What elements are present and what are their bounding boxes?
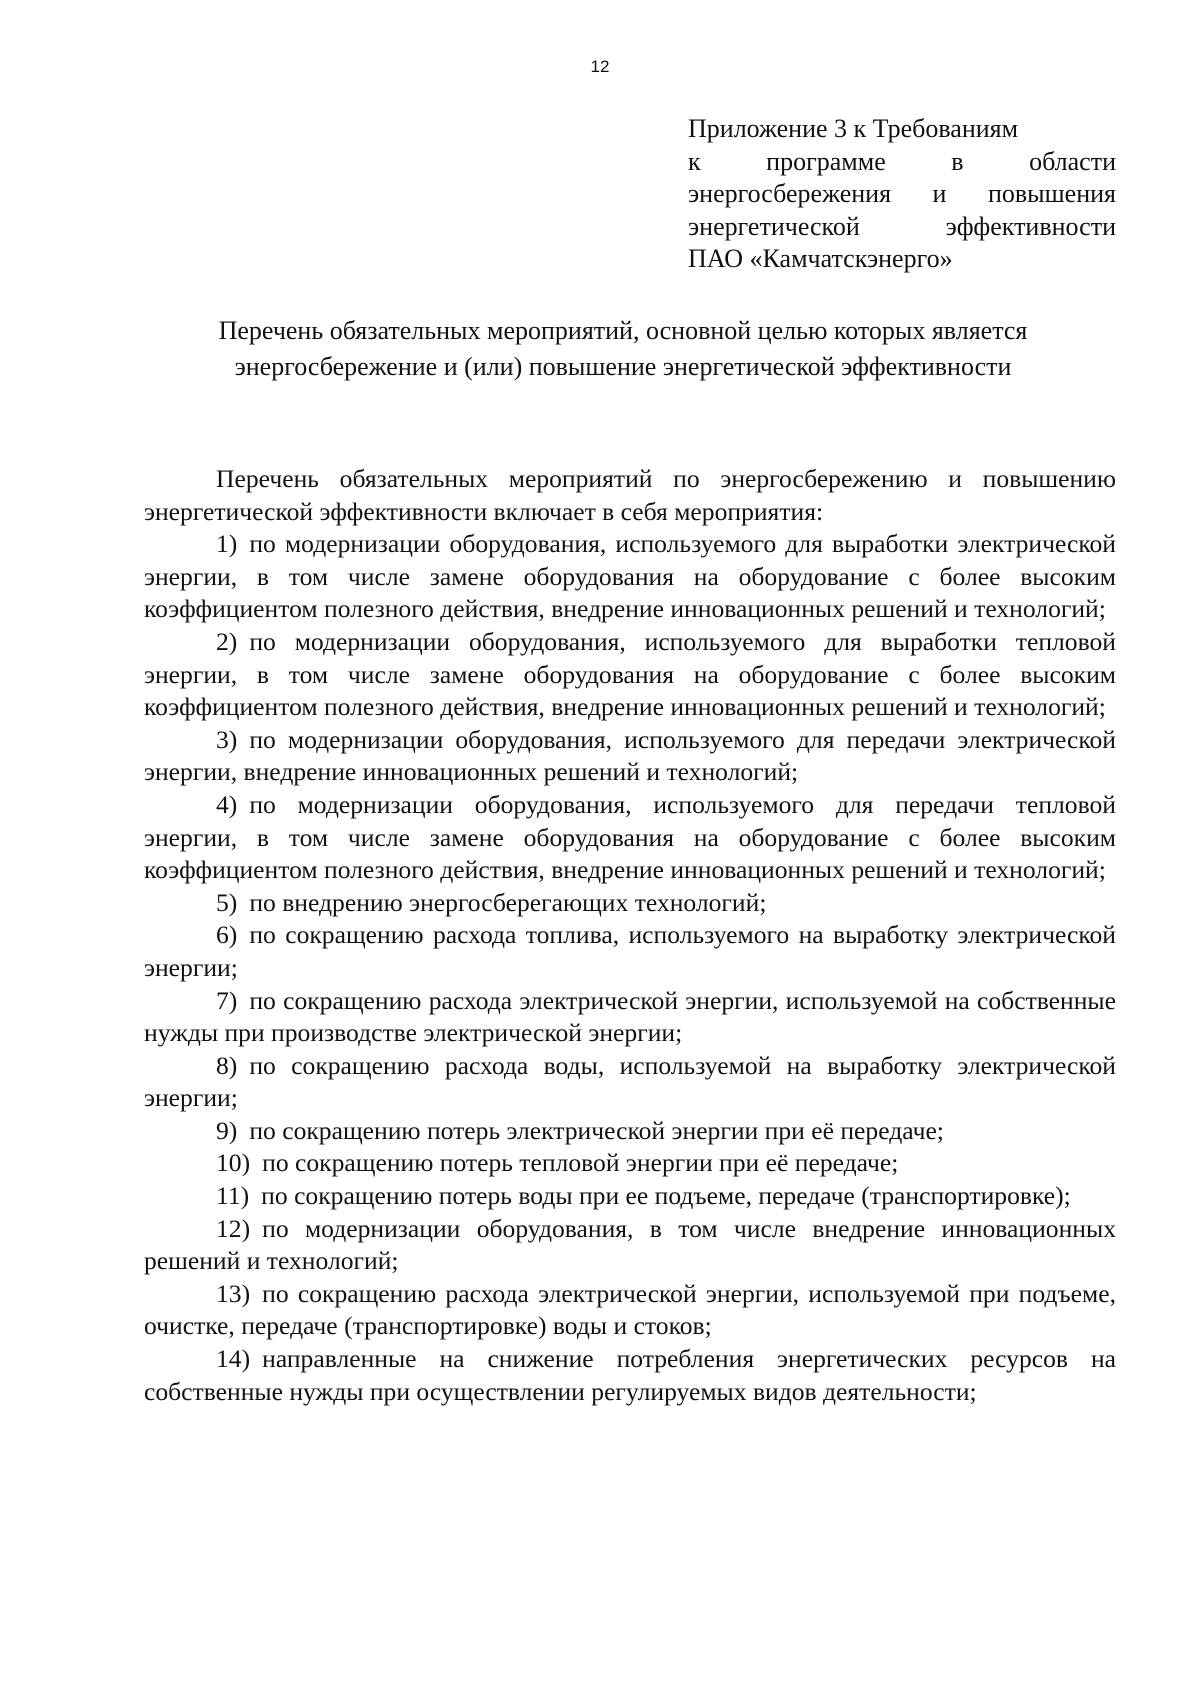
list-item-text: по сокращению расхода электрической энергии, используемой на собственные нужды при производстве электрической энергии; <box>144 985 1116 1048</box>
list-item-text: по модернизации оборудования, в том числе внедрение инновационных решений и технологий; <box>144 1213 1116 1276</box>
list-item-text: по сокращению расхода воды, используемой на выработку электрической энергии; <box>144 1050 1116 1113</box>
list-item-text: направленные на снижение потребления энергетических ресурсов на собственные нужды при осуществлении регулируемых видов деятельности; <box>144 1344 1116 1406</box>
appendix-heading <box>688 113 1116 276</box>
list-item-text: по сокращению потерь воды при ее подъеме, передаче (транспортировке); <box>261 1181 1071 1211</box>
list-item-text: по модернизации оборудования, используемого для передачи электрической энергии, внедрение инновационных решений и технологий; <box>144 724 1116 787</box>
list-item-number: 5) <box>216 887 238 917</box>
list-item-text: по модернизации оборудования, используемого для выработки тепловой энергии, в том числе замене оборудования на оборудование с более высоким коэффициентом полезного действия, внедрение инновационных решений и технологий; <box>144 626 1116 722</box>
list-item-text: по модернизации оборудования, используемого для выработки электрической энергии, в том числе замене оборудования на оборудование с более высоким коэффициентом полезного действия, внедрение инновационных решений и технологий; <box>144 529 1116 624</box>
list-item-text: по модернизации оборудования, используемого для передачи тепловой энергии, в том числе замене оборудования на оборудование с более высоким коэффициентом полезного действия, внедрение инновационных решений и технологий; <box>144 789 1116 885</box>
list-item-text: по сокращению расхода электрической энергии, используемой при подъеме, очистке, передаче (транспортировке) воды и стоков; <box>144 1278 1116 1341</box>
list-item <box>144 985 1116 1050</box>
list-item-number: 9) <box>216 1115 238 1145</box>
document-title-line: Перечень обязательных мероприятий, основной целью которых является <box>218 316 1028 345</box>
appendix-line: энергосбережения и повышения <box>688 179 1116 208</box>
document-body <box>144 463 1116 1408</box>
list-item-text: по сокращению расхода топлива, используемого на выработку электрической энергии; <box>144 920 1116 982</box>
list-item <box>144 1115 1116 1148</box>
list-item <box>144 1050 1116 1115</box>
list-item-text: по внедрению энергосберегающих технологий; <box>249 887 767 917</box>
list-item <box>144 528 1116 626</box>
list-item-number: 8) <box>216 1050 238 1080</box>
list-item-text: по сокращению потерь электрической энергии при её передаче; <box>249 1115 944 1145</box>
appendix-line: энергетической эффективности <box>688 211 1116 241</box>
list-item <box>144 1213 1116 1278</box>
document-title <box>130 313 1116 385</box>
appendix-line: Приложение 3 к Требованиям <box>688 114 1019 143</box>
document-title-line: энергосбережение и (или) повышение энергетической эффективности <box>234 352 1012 381</box>
page-number: 12 <box>590 57 610 76</box>
list-item-number: 11) <box>216 1181 250 1211</box>
appendix-line: к программе в области <box>688 146 1116 176</box>
intro-paragraph: Перечень обязательных мероприятий по энергосбережению и повышению энергетической эффективности включает в себя мероприятия: <box>144 464 1116 526</box>
list-item <box>144 724 1116 789</box>
list-item-number: 3) <box>216 724 238 754</box>
list-item-number: 10) <box>216 1148 251 1178</box>
list-item <box>144 1278 1116 1343</box>
list-item-number: 1) <box>216 529 238 559</box>
list-item-number: 2) <box>216 626 238 656</box>
list-item-number: 4) <box>216 789 238 819</box>
list-item-text: по сокращению потерь тепловой энергии при её передаче; <box>262 1148 899 1178</box>
list-item <box>144 1343 1116 1408</box>
list-item <box>144 626 1116 724</box>
list-item <box>144 919 1116 984</box>
list-item-number: 7) <box>216 985 238 1015</box>
list-item <box>144 1147 1116 1180</box>
list-item-number: 13) <box>216 1278 251 1308</box>
list-item <box>144 887 1116 920</box>
list-item-number: 14) <box>216 1344 251 1374</box>
list-item-number: 12) <box>216 1213 251 1243</box>
list-item-number: 6) <box>216 920 238 950</box>
appendix-line: ПАО «Камчатскэнерго» <box>688 244 953 273</box>
list-item <box>144 1180 1116 1213</box>
list-item <box>144 789 1116 887</box>
measures-list <box>144 528 1116 1408</box>
